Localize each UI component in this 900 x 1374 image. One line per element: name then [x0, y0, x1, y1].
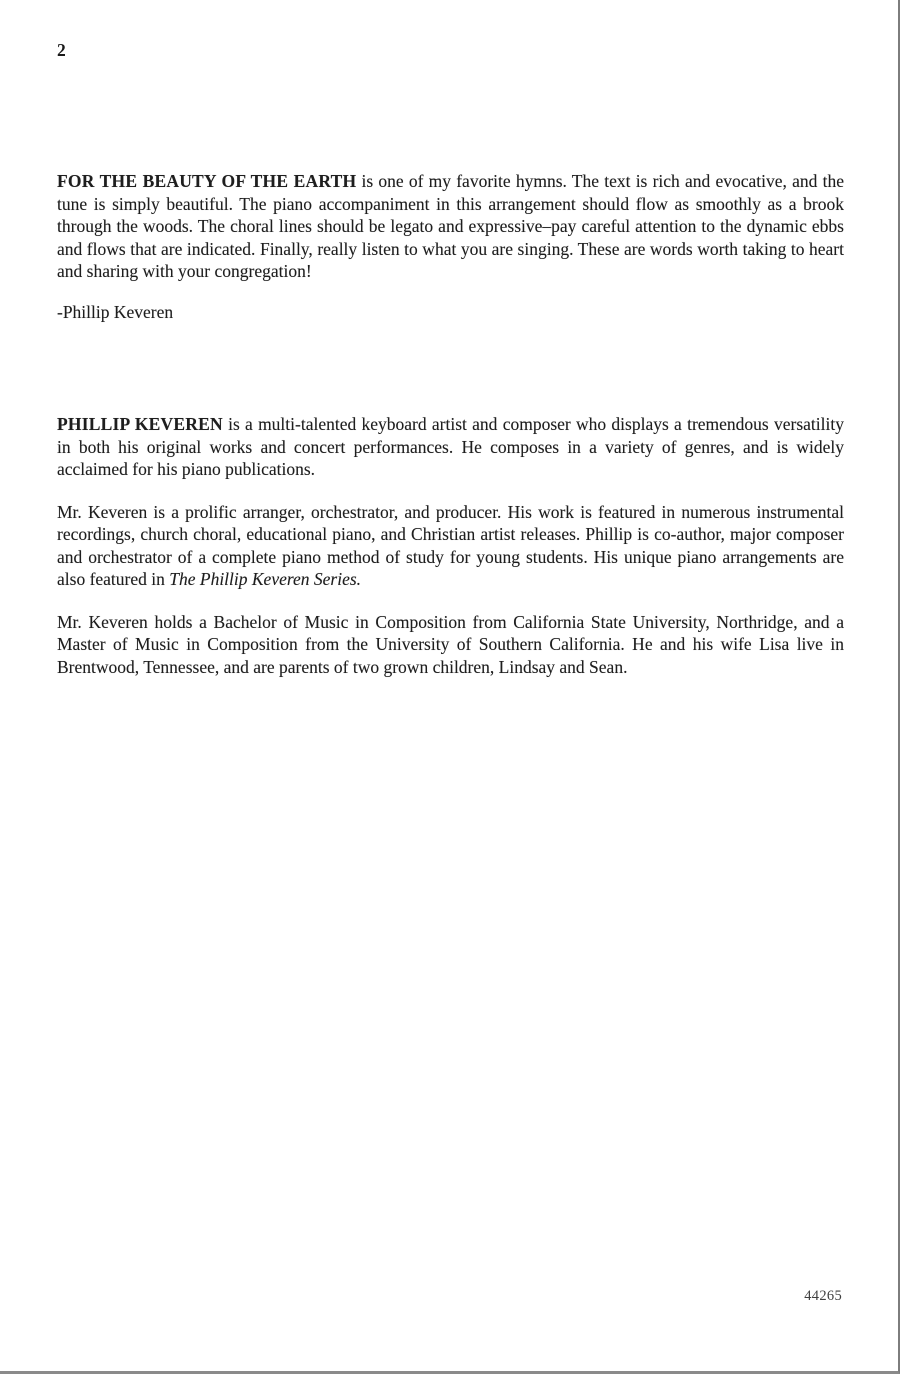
bio-paragraph-1 [57, 413, 844, 481]
bio-paragraph-3 [57, 611, 844, 679]
catalog-number: 44265 [804, 1288, 842, 1304]
series-title-italic: The Phillip Keveren Series. [169, 569, 362, 589]
bio-paragraph-1-text: is a multi-talented keyboard artist and composer who displays a tremendous versatility in both his original works and concert performances. He composes in a variety of genres, and is widely acclaimed for his piano publications. [57, 414, 844, 479]
bio-paragraph-2-text: Mr. Keveren is a prolific arranger, orchestrator, and producer. His work is featured in numerous instrumental recordings, church choral, educational piano, and Christian artist releases. Phillip is co-author, major composer and orchestrator of a complete piano method of study for young students. His unique piano arrangements are also featured in [57, 501, 844, 589]
page-content [57, 170, 844, 678]
foreword-paragraph [57, 170, 844, 283]
bio-name-lead: PHILLIP KEVEREN [57, 414, 223, 434]
foreword-title-lead: FOR THE BEAUTY OF THE EARTH [57, 171, 357, 191]
bio-paragraph-3-text: Mr. Keveren holds a Bachelor of Music in Composition from California State University, Northridge, and a Master of Music in Composition from the University of Southern California. He and his wife Lisa live in Brentwood, Tennessee, and are parents of two grown children, Lindsay and Sean. [57, 611, 844, 677]
author-signature: -Phillip Keveren [57, 301, 174, 322]
page-number: 2 [57, 40, 66, 60]
foreword-body-text: is one of my favorite hymns. The text is rich and evocative, and the tune is simply beautiful. The piano accompaniment in this arrangement should flow as smoothly as a brook through the woods. The choral lines should be legato and expressive–pay careful attention to the dynamic ebbs and flows that are indicated. Finally, really listen to what you are singing. These are words worth taking to heart and sharing with your congregation! [57, 171, 844, 281]
bio-paragraph-2 [57, 501, 844, 591]
